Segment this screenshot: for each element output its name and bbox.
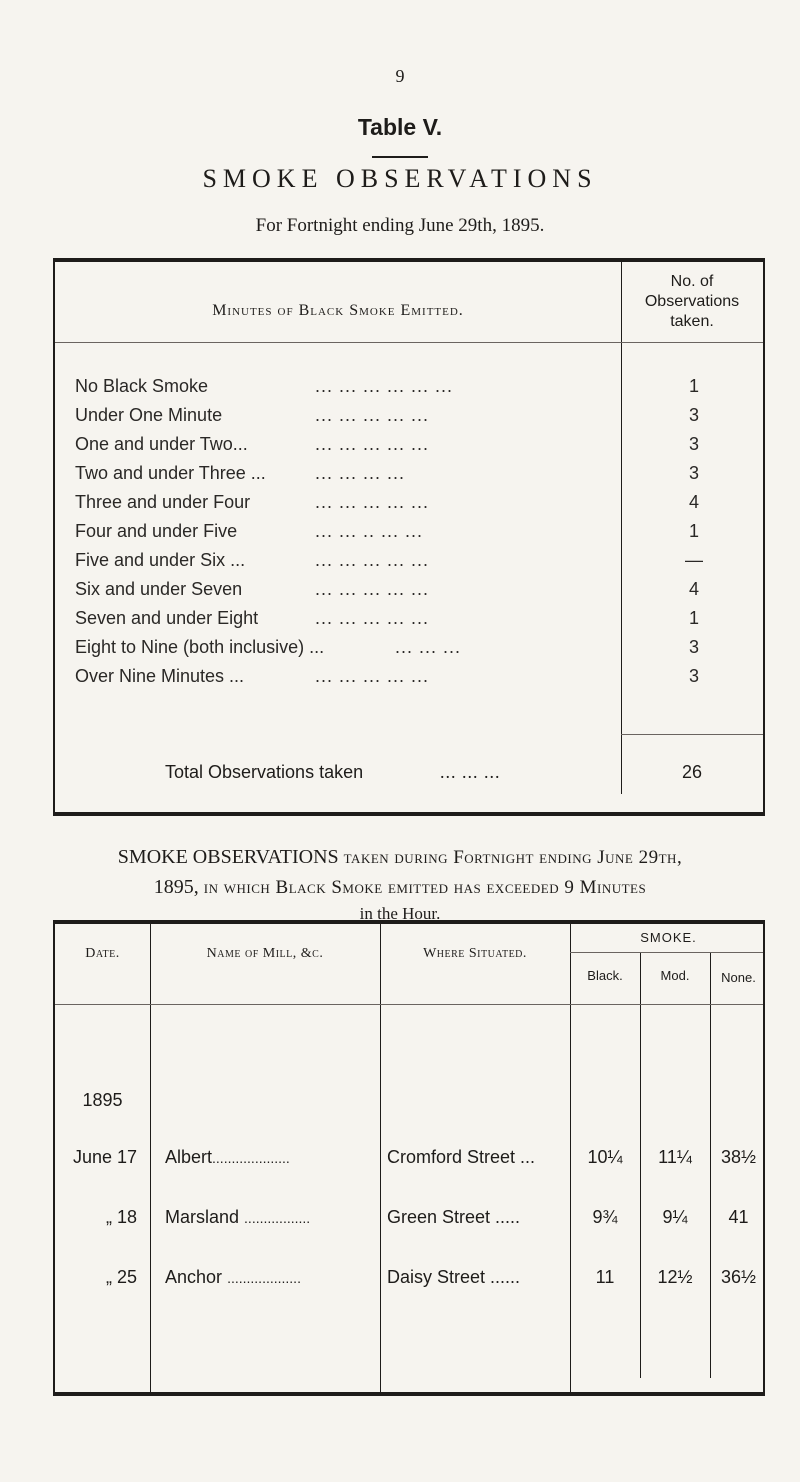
none-column-header: None. <box>721 970 756 985</box>
paragraph-line <box>20 846 780 869</box>
page-title: SMOKE OBSERVATIONS <box>202 164 598 193</box>
leader-dots: .................... <box>212 1150 290 1166</box>
row-value: 1 <box>688 608 699 628</box>
row-value: 1 <box>688 521 699 541</box>
leader-dots: ... ... ... <box>440 762 501 782</box>
row-value: 3 <box>688 666 699 686</box>
table-row <box>75 608 767 632</box>
table-label: Table V. <box>357 114 443 140</box>
leader-dots: ... ... ... ... ... <box>315 579 430 599</box>
location-cell: Green Street ..... <box>387 1207 521 1227</box>
leader-dots: ... ... ... ... ... <box>315 608 430 628</box>
date-cell: June 17 <box>72 1147 137 1167</box>
row-label: One and under Two... <box>75 434 248 454</box>
total-rule <box>621 734 763 735</box>
paragraph-heading: SMOKE OBSERVATIONS <box>117 846 339 868</box>
smoke-header-rule <box>570 952 763 953</box>
smoke-column-header: SMOKE. <box>640 930 697 945</box>
mod-cell: 9¼ <box>662 1207 688 1227</box>
table-row <box>75 637 767 661</box>
row-label: Under One Minute <box>75 405 223 425</box>
obs-header-line: No. of <box>670 273 714 290</box>
mod-cell: 12½ <box>657 1267 693 1287</box>
table-row <box>75 405 767 429</box>
table-row <box>75 463 767 487</box>
paragraph-year: 1895, <box>153 876 199 898</box>
row-label: Seven and under Eight <box>75 608 259 628</box>
row-value: 3 <box>688 463 699 483</box>
row-label: Four and under Five <box>75 521 238 541</box>
none-cell: 38½ <box>720 1147 757 1167</box>
leader-dots: ... ... ... ... ... <box>315 405 430 425</box>
total-label: Total Observations taken <box>165 762 364 782</box>
table-row <box>75 550 767 574</box>
table-row <box>75 521 767 545</box>
table-row <box>75 434 767 458</box>
leader-dots: ... ... ... ... ... <box>315 550 430 570</box>
none-cell: 41 <box>728 1207 749 1227</box>
header-rule <box>55 1004 763 1005</box>
leader-dots: ... ... ... ... ... ... <box>315 376 454 396</box>
leader-dots: ................... <box>227 1270 301 1286</box>
location-cell: Cromford Street ... <box>387 1147 536 1167</box>
mod-column-header: Mod. <box>660 968 690 983</box>
table-row <box>75 579 767 603</box>
mill-name: Marsland <box>165 1207 240 1227</box>
title-rule <box>372 156 428 158</box>
black-cell: 11 <box>595 1267 615 1287</box>
table-row <box>75 376 767 400</box>
obs-header-line: taken. <box>670 313 714 330</box>
none-cell: 36½ <box>720 1267 757 1287</box>
row-label: Six and under Seven <box>75 579 243 599</box>
date-cell: „ 18 <box>105 1207 137 1227</box>
leader-dots: ... ... ... ... ... <box>315 492 430 512</box>
mill-column-header: Name of Mill, &c. <box>206 946 324 961</box>
summary-table <box>53 258 765 816</box>
paragraph-text: in which Black Smoke emitted has exceeded 9 Minutes <box>203 877 647 898</box>
row-value: 4 <box>688 492 699 512</box>
row-value: 3 <box>688 405 699 425</box>
row-label: Three and under Four <box>75 492 251 512</box>
year-cell: 1895 <box>82 1090 123 1110</box>
mill-cell <box>165 1207 310 1228</box>
column-divider <box>380 924 381 1392</box>
obs-header-line: Observations <box>644 293 740 310</box>
total-value: 26 <box>681 762 703 782</box>
page-number: 9 <box>395 66 405 86</box>
observations-column-header <box>621 272 763 332</box>
column-divider <box>150 924 151 1392</box>
detail-table <box>53 920 765 1396</box>
leader-dots: ... ... ... ... ... <box>315 434 430 454</box>
row-label: Two and under Three ... <box>75 463 266 483</box>
mill-cell <box>165 1267 301 1288</box>
black-cell: 9¾ <box>592 1207 618 1227</box>
row-label: Over Nine Minutes ... <box>75 666 245 686</box>
date-column-header: Date. <box>85 946 120 961</box>
leader-dots: ... ... ... <box>395 637 462 657</box>
leader-dots: ... ... ... ... ... <box>315 666 430 686</box>
mod-cell: 11¼ <box>658 1147 692 1167</box>
table-row <box>75 666 767 690</box>
row-value: 4 <box>688 579 699 599</box>
header-rule <box>55 342 763 343</box>
row-value: — <box>685 550 703 570</box>
black-cell: 10¼ <box>587 1147 623 1167</box>
paragraph-text: in the Hour. <box>359 904 441 923</box>
page-subtitle: For Fortnight ending June 29th, 1895. <box>255 215 545 236</box>
row-label: Eight to Nine (both inclusive) ... <box>75 637 325 657</box>
location-cell: Daisy Street ...... <box>387 1267 521 1287</box>
row-value: 3 <box>688 434 699 454</box>
leader-dots: ... ... ... ... <box>315 463 406 483</box>
row-label: Five and under Six ... <box>75 550 246 570</box>
mill-name: Anchor <box>165 1267 223 1287</box>
mill-name: Albert <box>165 1147 213 1167</box>
black-column-header: Black. <box>587 968 623 983</box>
paragraph-line <box>20 876 780 899</box>
date-cell: „ 25 <box>105 1267 137 1287</box>
location-column-header: Where Situated. <box>423 946 527 961</box>
table-row <box>75 492 767 516</box>
leader-dots: ... ... .. ... ... <box>315 521 424 541</box>
row-value: 1 <box>688 376 699 396</box>
leader-dots: ................. <box>244 1210 311 1226</box>
row-value: 3 <box>688 637 699 657</box>
row-label: No Black Smoke <box>75 376 209 396</box>
paragraph-text: taken during Fortnight ending June 29th, <box>343 847 683 868</box>
mill-cell <box>165 1147 290 1168</box>
minutes-column-header: Minutes of Black Smoke Emitted. <box>212 302 464 319</box>
